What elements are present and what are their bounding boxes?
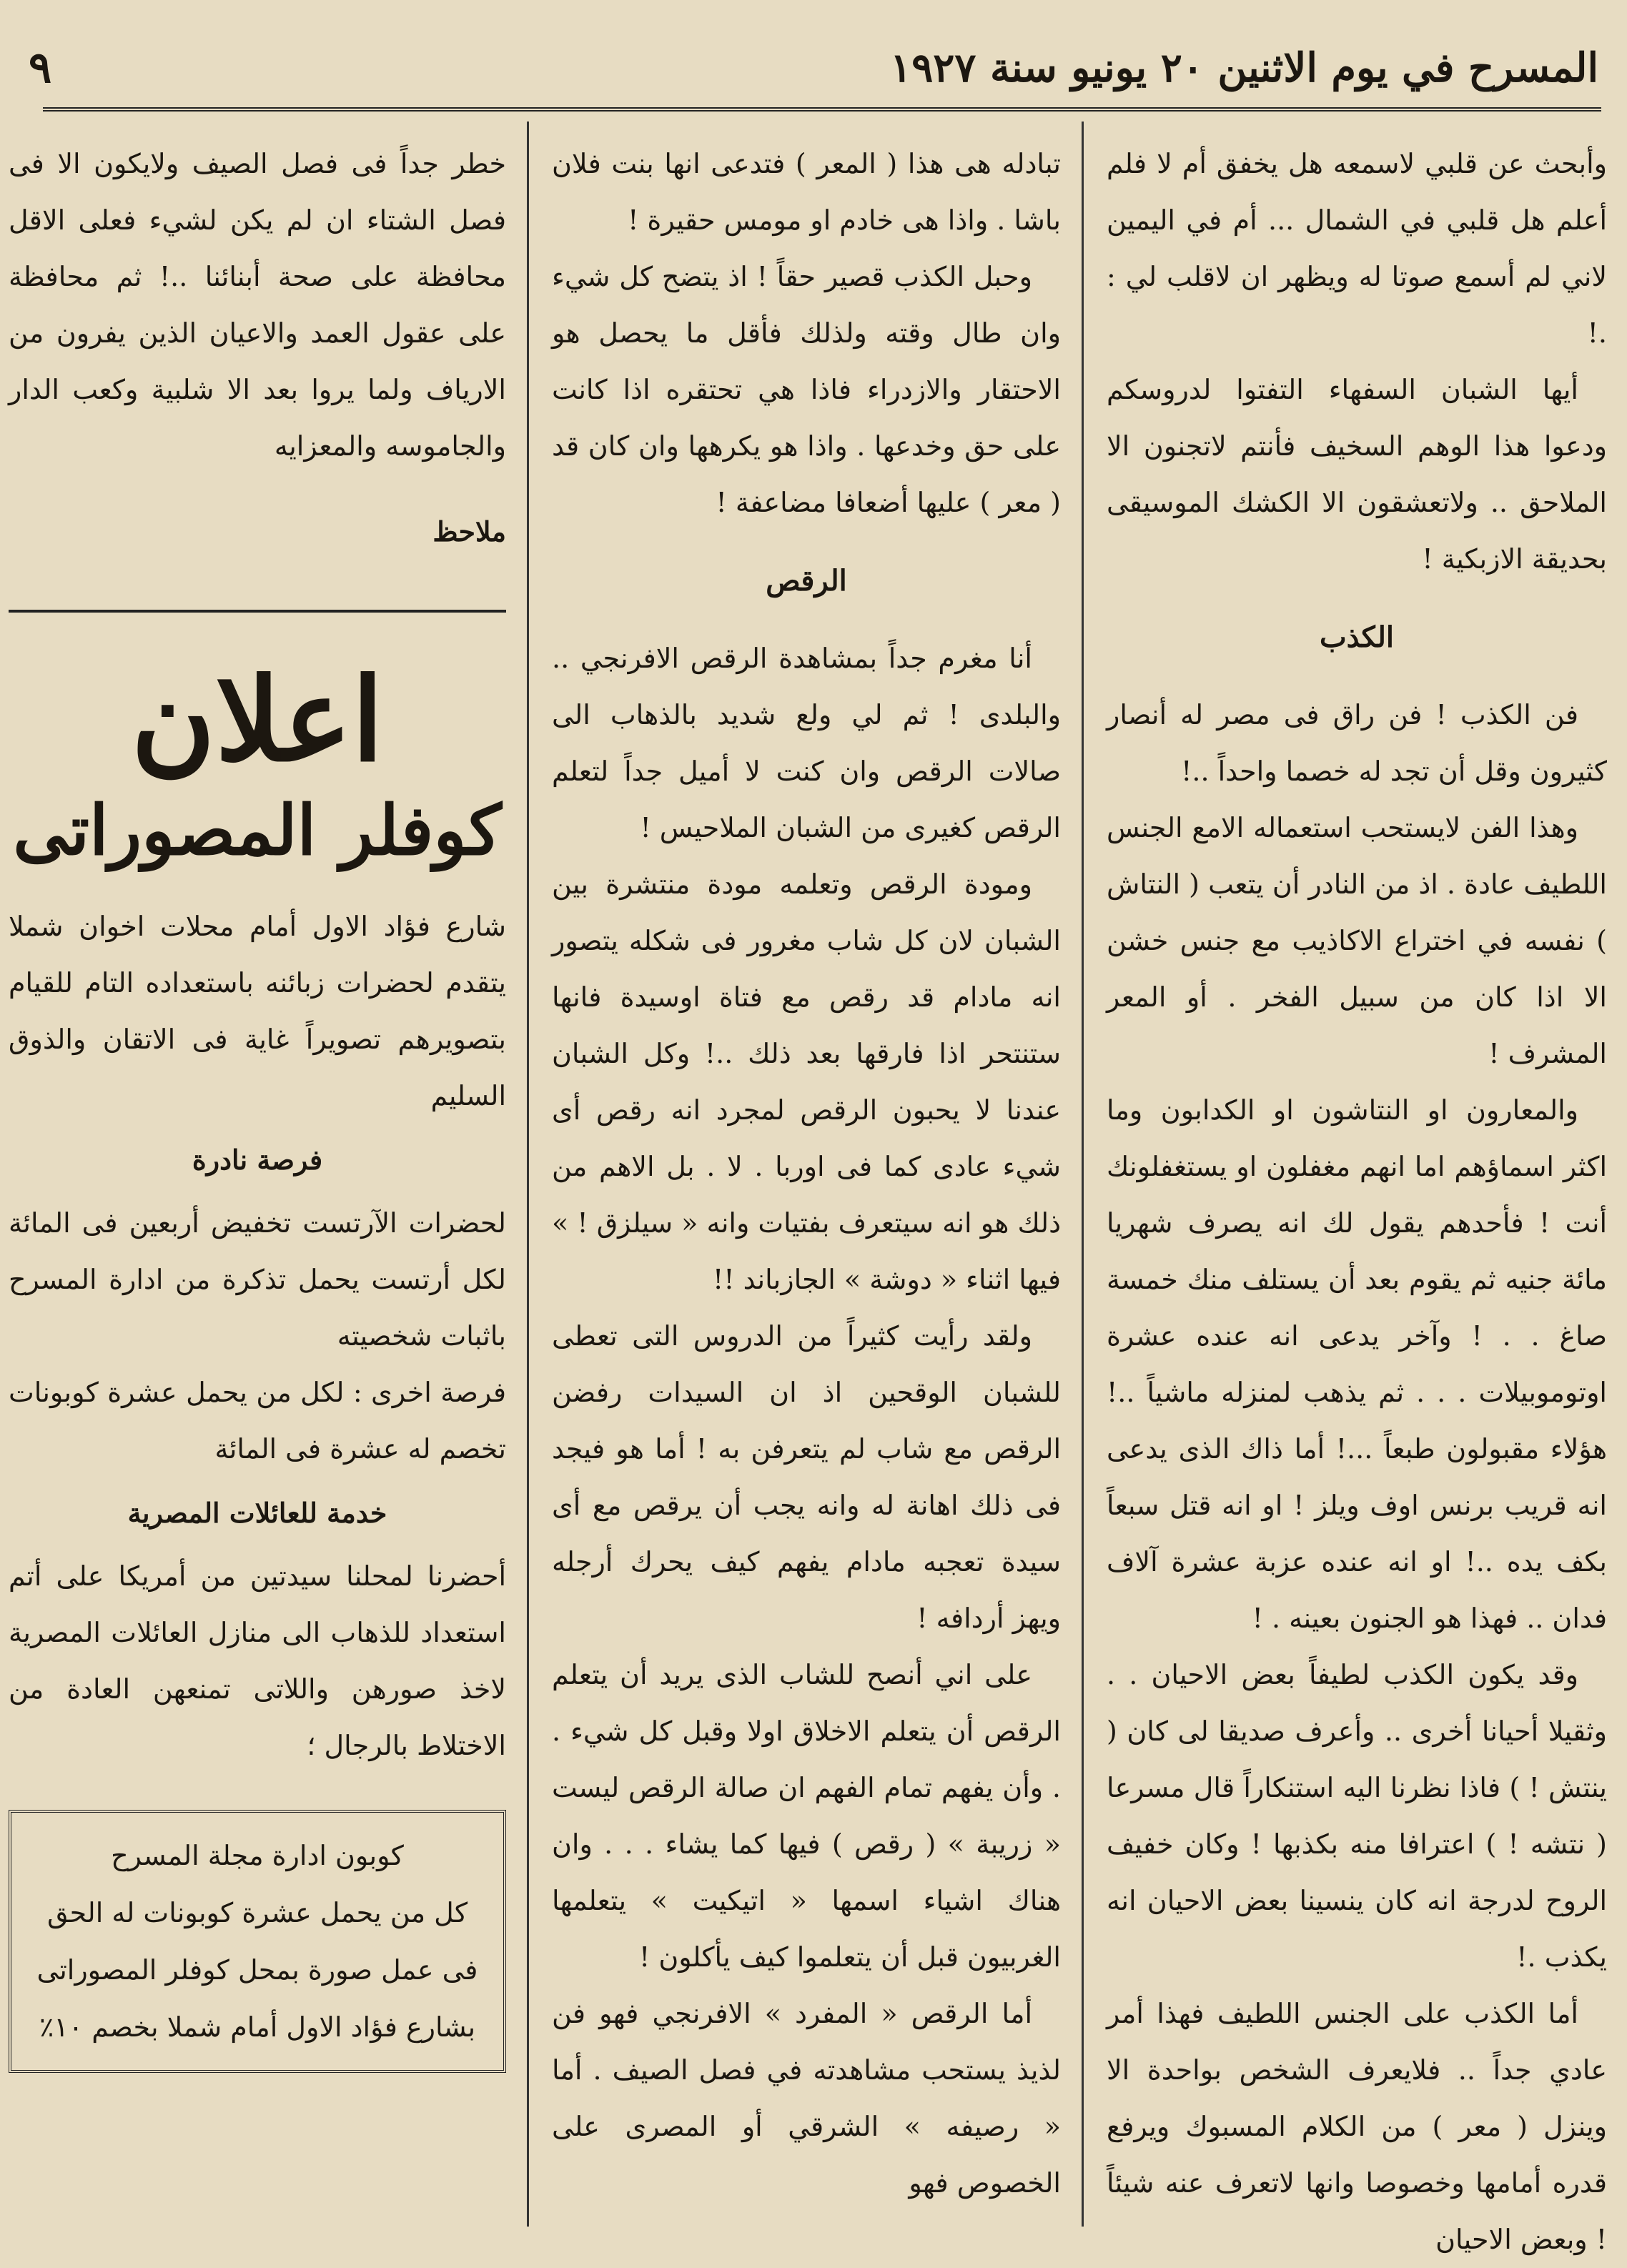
coupon-text: كل من يحمل عشرة كوبونات له الحق فى عمل صورة بمحل كوفلر المصوراتى بشارع فؤاد الاول أمام شملا بخصم ١٠٪	[36, 1897, 478, 2043]
section-title-lying: الكذب	[1319, 620, 1395, 654]
paragraph: وهذا الفن لايستحب استعماله الامع الجنس اللطيف عادة . اذ من النادر أن يتعب ( النتاش ) نفسه في اختراع الاكاذيب مع جنس خشن الا اذا كان من سبيل الفخر . أو المعر المشرف !	[1107, 812, 1607, 1069]
column-left	[9, 136, 506, 2227]
paragraph: أما الكذب على الجنس اللطيف فهذا أمر عادي جداً .. فلايعرف الشخص بواحدة الا وينزل ( معر ) من الكلام المسبوك ويرفع قدره أمامها وخصوصا وانها لاتعرف عنه شيئاً ! وبعض الاحيان	[1107, 1998, 1607, 2255]
running-title: المسرح في يوم الاثنين ٢٠ يونيو سنة ١٩٢٧	[890, 44, 1598, 91]
paragraph: والمعارون او النتاشون او الكدابون وما اكثر اسماؤهم اما انهم مغفلون او يستغفلونك أنت ! فأحدهم يقول لك انه يصرف شهريا مائة جنيه ثم يقوم بعد أن يستلف منك خمسة صاغ . . ! وآخر يدعى انه عنده عشرة اوتوموبيلات . . . ثم يذهب لمنزله ماشياً ..! هؤلاء مقبولون طبعاً ...! أما ذاك الذى يدعى انه قريب برنس اوف ويلز ! او انه قتل سبعاً بكف يده ..! او انه عنده عزبة عشرة آلاف فدان .. فهذا هو الجنون بعينه . !	[1107, 1094, 1607, 1634]
column-divider	[527, 122, 529, 2227]
ad-address: شارع فؤاد الاول أمام محلات اخوان شملا يتقدم لحضرات زبائنه باستعداده التام للقيام بتصويرهم تصويراً غاية فى الاتقان والذوق السليم	[9, 911, 506, 1111]
paragraph: وقد يكون الكذب لطيفاً بعض الاحيان . . وثقيلا أحيانا أخرى .. وأعرف صديقا لى كان ( ينتش ! ) فاذا نظرنا اليه استنكاراً قال مسرعا ( نتشه ! ) اعترافا منه بكذبها ! وكان خفيف الروح لدرجة انه كان ينسينا بعض الاحيان انه يكذب .!	[1107, 1659, 1607, 1973]
column-middle	[552, 136, 1061, 2227]
header-rule	[43, 107, 1601, 112]
paragraph: وحبل الكذب قصير حقاً ! اذ يتضح كل شيء وان طال وقته ولذلك فأقل ما يحصل هو الاحتقار والازدراء فاذا هي تحتقره اذا كانت على حق وخدعها . واذا هو يكرهها وان كان قد ( معر ) عليها أضعافا مضاعفة !	[552, 261, 1061, 518]
author-signature: ملاحظ	[432, 515, 506, 548]
paragraph: على اني أنصح للشاب الذى يريد أن يتعلم الرقص أن يتعلم الاخلاق اولا وقبل كل شيء . . وأن يفهم تمام الفهم ان صالة الرقص ليست « زريبة » ( رقص ) فيها كما يشاء . . . وان هناك اشياء اسمها « اتيكيت » يتعلمها الغربيون قبل أن يتعلموا كيف يأكلون !	[552, 1659, 1061, 1973]
service-text: أحضرنا لمحلنا سيدتين من أمريكا على أتم استعداد للذهاب الى منازل العائلات المصرية لاخذ صورهن واللاتى تمنعهن العادة من الاختلاط بالرجال ؛	[9, 1560, 506, 1761]
paragraph: تبادله هى هذا ( المعر ) فتدعى انها بنت فلان باشا . واذا هى خادم او مومس حقيرة !	[552, 148, 1061, 236]
advertisement-title: اعلان	[131, 653, 384, 787]
studio-name: كوفلر المصوراتى	[13, 790, 502, 871]
section-title-dance: الرقص	[766, 564, 847, 598]
paragraph: فن الكذب ! فن راق فى مصر له أنصار كثيرون وقل أن تجد له خصما واحداً ..!	[1107, 699, 1607, 787]
paragraph: ولقد رأيت كثيراً من الدروس التى تعطى للشبان الوقحين اذ ان السيدات رفضن الرقص مع شاب لم يتعرفن به ! أما هو فيجد فى ذلك اهانة له وانه يجب أن يرقص مع أى سيدة تعجبه مادام يفهم كيف يحرك أرجله ويهز أردافه !	[552, 1320, 1061, 1634]
offer-text: لحضرات الآرتست تخفيض أربعين فى المائة لكل أرتست يحمل تذكرة من ادارة المسرح باثبات شخصيته	[9, 1207, 506, 1352]
paragraph: ومودة الرقص وتعلمه مودة منتشرة بين الشبان لان كل شاب مغرور فى شكله يتصور انه مادام قد رقص مع فتاة اوسيدة فانها ستنتحر اذا فارقها بعد ذلك ..! وكل الشبان عندنا لا يحبون الرقص لمجرد انه رقص أى شيء عادى كما فى اوربا . لا . بل الاهم من ذلك هو انه سيتعرف بفتيات وانه « سيلزق ! » فيها اثناء « دوشة » الجازباند !!	[552, 868, 1061, 1295]
page-header	[29, 29, 1598, 107]
paragraph: وأبحث عن قلبي لاسمعه هل يخفق أم لا فلم أعلم هل قلبي في الشمال ... أم في اليمين لاني لم أسمع صوتا له ويظهر ان لاقلب لي : .!	[1107, 148, 1607, 349]
offer-text: فرصة اخرى : لكل من يحمل عشرة كوبونات تخصم له عشرة فى المائة	[9, 1377, 506, 1465]
offer-heading: فرصة نادرة	[192, 1144, 323, 1176]
section-rule	[9, 610, 506, 613]
column-divider	[1082, 122, 1084, 2227]
paragraph: أما الرقص « المفرد » الافرنجي فهو فن لذيذ يستحب مشاهدته في فصل الصيف . أما « رصيفه » الشرقي أو المصرى على الخصوص فهو	[552, 1998, 1061, 2199]
coupon-title: كوبون ادارة مجلة المسرح	[111, 1840, 404, 1871]
paragraph: أيها الشبان السفهاء التفتوا لدروسكم ودعوا هذا الوهم السخيف فأنتم لاتجنون الا الملاحق .. ولاتعشقون الا الكشك الموسيقى بحديقة الازبكية !	[1107, 374, 1607, 575]
service-heading: خدمة للعائلات المصرية	[127, 1497, 387, 1529]
paragraph: خطر جداً فى فصل الصيف ولايكون الا فى فصل الشتاء ان لم يكن لشيء فعلى الاقل محافظة على صحة أبنائنا ..! ثم محافظة على عقول العمد والاعيان الذين يفرون من الارياف ولما يروا بعد الا شلبية وكعب الدار والجاموسه والمعزايه	[9, 148, 506, 462]
paragraph: أنا مغرم جداً بمشاهدة الرقص الافرنجي .. والبلدى ! ثم لي ولع شديد بالذهاب الى صالات الرقص وان كنت لا أميل جداً لتعلم الرقص كغيرى من الشبان الملاحيس !	[552, 643, 1061, 843]
coupon-box	[9, 1810, 506, 2073]
column-right	[1107, 136, 1607, 2255]
page-number: ٩	[29, 43, 52, 93]
